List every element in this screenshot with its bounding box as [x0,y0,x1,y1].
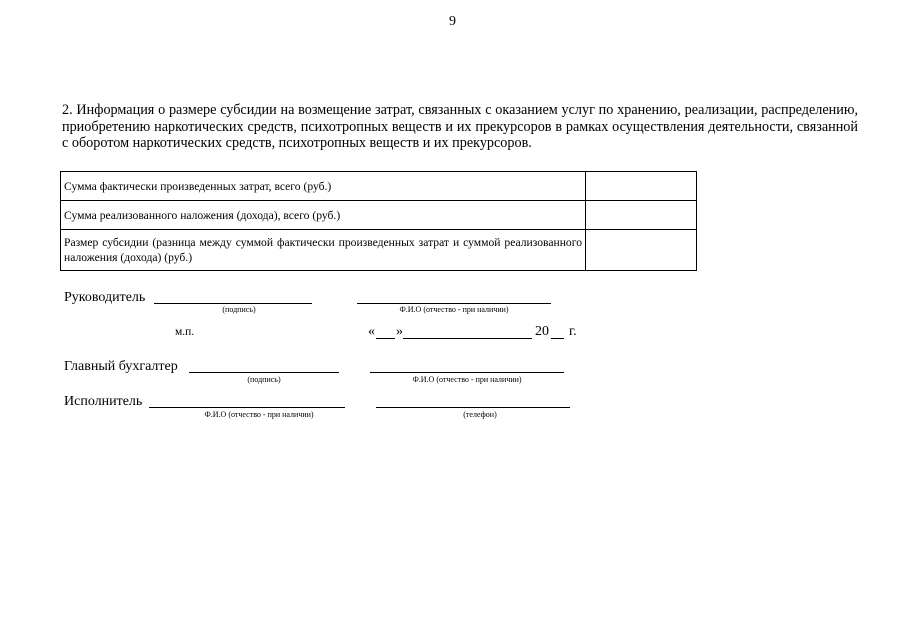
head-signature-line[interactable] [154,303,312,304]
executor-name-caption: Ф.И.О (отчество - при наличии) [204,410,314,419]
subsidy-table [60,171,697,271]
head-name-caption: Ф.И.О (отчество - при наличии) [399,305,509,314]
table-row [61,201,697,230]
date-open-quote: « [368,324,375,339]
head-signature-caption: (подпись) [222,305,256,314]
date-month-line[interactable] [403,338,532,339]
table-row [61,230,697,271]
accountant-name-caption: Ф.И.О (отчество - при наличии) [412,375,522,384]
row-value-cell[interactable] [586,172,697,201]
row-label: Размер субсидии (разница между суммой фактически произведенных затрат и суммой реализованного наложения (дохода) (руб.) [61,230,586,271]
date-year-line[interactable] [551,338,564,339]
section-description: 2. Информация о размере субсидии на возмещение затрат, связанных с оказанием услуг по хранению, реализации, распределению, приобретению наркотических средств, психотропных веществ и их прекурсоров в рамках осуществления деятельности, связанной с оборотом наркотических средств, психотропных веществ и их прекурсоров. [62,102,858,151]
stamp-label: м.п. [175,326,195,338]
accountant-signature-line[interactable] [189,372,339,373]
row-value-cell[interactable] [586,230,697,271]
accountant-signature-caption: (подпись) [247,375,281,384]
date-suffix: г. [569,324,577,339]
accountant-label: Главный бухгалтер [64,359,178,374]
row-label: Сумма фактически произведенных затрат, всего (руб.) [61,172,586,201]
row-label: Сумма реализованного наложения (дохода), всего (руб.) [61,201,586,230]
executor-phone-caption: (телефон) [463,410,497,419]
date-day-line[interactable] [376,338,395,339]
row-value-cell[interactable] [586,201,697,230]
table-row [61,172,697,201]
executor-name-line[interactable] [149,407,345,408]
date-year-prefix: 20 [535,324,549,339]
executor-phone-line[interactable] [376,407,570,408]
page-number: 9 [449,14,456,29]
date-close-quote: » [396,324,403,339]
executor-label: Исполнитель [64,394,143,409]
head-label: Руководитель [64,290,146,305]
head-name-line[interactable] [357,303,551,304]
accountant-name-line[interactable] [370,372,564,373]
